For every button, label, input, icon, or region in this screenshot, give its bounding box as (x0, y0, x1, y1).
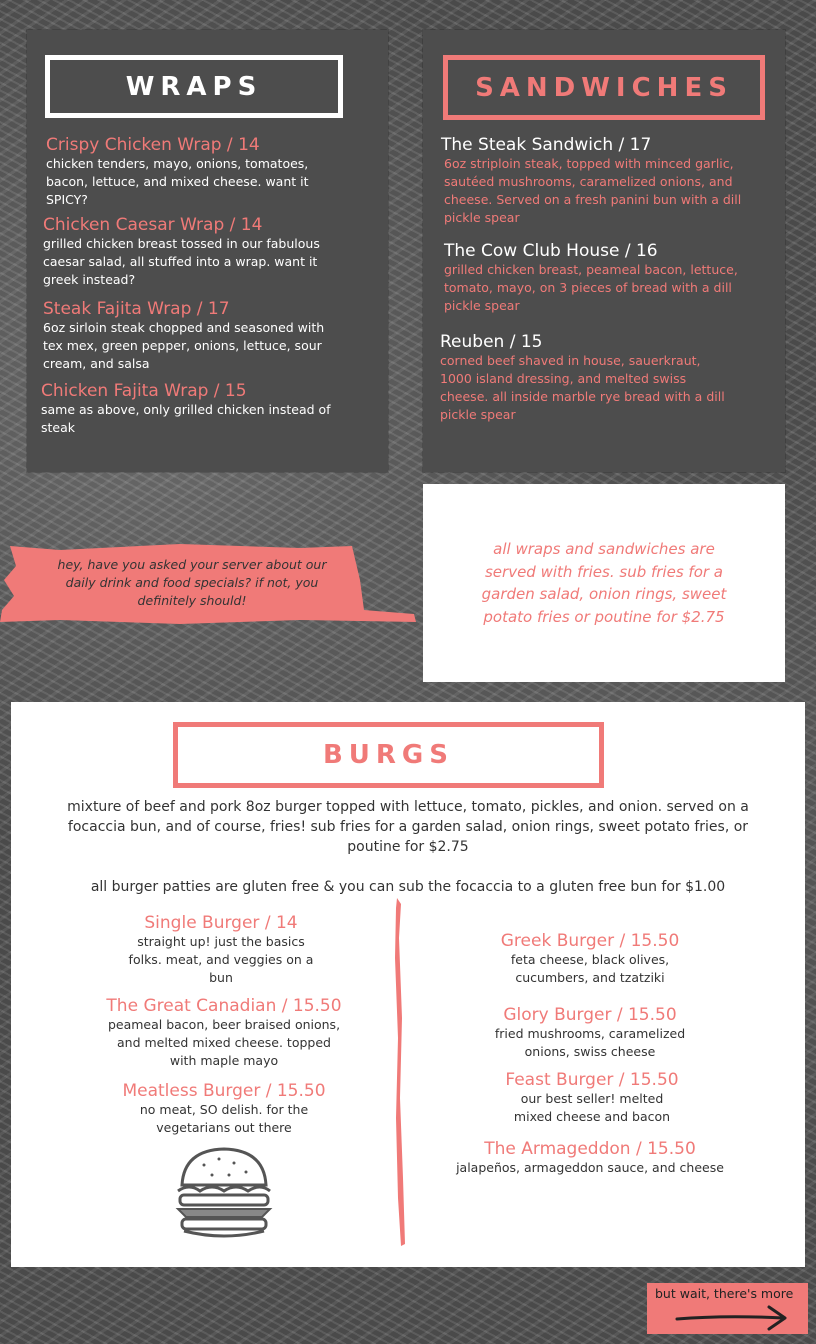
burger-item-name: Meatless Burger / 15.50 (122, 1081, 326, 1101)
sandwiches-panel (423, 30, 785, 472)
burger-item-desc: fried mushrooms, caramelized onions, swiss cheese (494, 1026, 686, 1059)
sides-note-box (423, 484, 785, 682)
sandwich-item-desc: grilled chicken breast, peameal bacon, lettuce, tomato, mayo, on 3 pieces of bread with a dill pickle spear (444, 262, 738, 313)
sandwich-item-name: Reuben / 15 (440, 332, 543, 352)
burgs-title: BURGS (173, 722, 604, 788)
burger-item (94, 996, 354, 1070)
wrap-item-desc: grilled chicken breast tossed in our fabulous caesar salad, all stuffed into a wrap. want it greek instead? (43, 236, 320, 287)
burger-item (435, 1139, 745, 1177)
wrap-item (41, 381, 341, 437)
burger-item (114, 1081, 334, 1137)
burger-item (111, 913, 331, 987)
wrap-item (46, 135, 341, 209)
burger-item (472, 1070, 712, 1126)
arrow-right-icon (675, 1303, 791, 1331)
burger-item-desc: feta cheese, black olives, cucumbers, and tzatziki (510, 952, 670, 985)
wraps-panel (27, 30, 388, 472)
sandwich-item (441, 135, 746, 227)
burger-item-name: Single Burger / 14 (144, 913, 298, 933)
burgs-panel (11, 702, 805, 1267)
wraps-title: WRAPS (45, 55, 343, 118)
sides-note: all wraps and sandwiches are served with fries. sub fries for a garden salad, onion rings, sweet potato fries or poutine for $2.75 (481, 540, 727, 626)
more-label: but wait, there's more (655, 1286, 794, 1301)
burger-item-name: The Armageddon / 15.50 (484, 1139, 696, 1159)
burger-item-name: Feast Burger / 15.50 (505, 1070, 679, 1090)
sandwich-item-name: The Cow Club House / 16 (444, 241, 658, 261)
burger-item-desc: jalapeños, armageddon sauce, and cheese (456, 1160, 724, 1175)
wrap-item-name: Steak Fajita Wrap / 17 (43, 299, 230, 319)
sandwich-item-desc: 6oz striploin steak, topped with minced garlic, sautéed mushrooms, caramelized onions, and cheese. Served on a fresh panini bun with a dill pickle spear (444, 156, 742, 225)
burger-item-desc: straight up! just the basics folks. meat, and veggies on a bun (128, 934, 314, 985)
sandwich-item-desc: corned beef shaved in house, sauerkraut, 1000 island dressing, and melted swiss cheese. all inside marble rye bread with a dill pickle spear (440, 353, 725, 422)
burger-item-name: Glory Burger / 15.50 (503, 1005, 677, 1025)
wrap-item (43, 299, 343, 373)
wrap-item-name: Chicken Fajita Wrap / 15 (41, 381, 247, 401)
wrap-item-name: Crispy Chicken Wrap / 14 (46, 135, 260, 155)
burger-item-desc: no meat, SO delish. for the vegetarians out there (139, 1102, 309, 1135)
specials-note: hey, have you asked your server about our daily drink and food specials? if not, you definitely should! (57, 557, 327, 608)
more-button[interactable] (647, 1283, 808, 1334)
wrap-item-desc: same as above, only grilled chicken instead of steak (41, 402, 331, 435)
sandwich-item-name: The Steak Sandwich / 17 (441, 135, 652, 155)
sandwiches-title: SANDWICHES (443, 55, 765, 120)
burger-item (470, 931, 710, 987)
burger-item-name: The Great Canadian / 15.50 (106, 996, 342, 1016)
burgs-gluten-note: all burger patties are gluten free & you can sub the focaccia to a gluten free bun for $1.00 (90, 879, 726, 895)
burger-item (470, 1005, 710, 1061)
burger-item-desc: our best seller! melted mixed cheese and bacon (513, 1091, 671, 1124)
burger-item-name: Greek Burger / 15.50 (500, 931, 680, 951)
sandwich-item (440, 332, 730, 424)
burger-item-desc: peameal bacon, beer braised onions, and melted mixed cheese. topped with maple mayo (107, 1017, 341, 1068)
wrap-item-desc: 6oz sirloin steak chopped and seasoned with tex mex, green pepper, onions, lettuce, sour cream, and salsa (43, 320, 325, 371)
wrap-item-desc: chicken tenders, mayo, onions, tomatoes, bacon, lettuce, and mixed cheese. want it SPICY? (46, 156, 309, 207)
burgs-intro: mixture of beef and pork 8oz burger topped with lettuce, tomato, pickles, and onion. served on a focaccia bun, and of course, fries! sub fries for a garden salad, onion rings, sweet potato fries, or poutine for $2.75 (67, 799, 749, 855)
wrap-item (43, 215, 348, 289)
sandwich-item (444, 241, 744, 315)
burgs-divider (391, 898, 411, 1248)
burger-icon (174, 1145, 274, 1240)
wrap-item-name: Chicken Caesar Wrap / 14 (43, 215, 263, 235)
